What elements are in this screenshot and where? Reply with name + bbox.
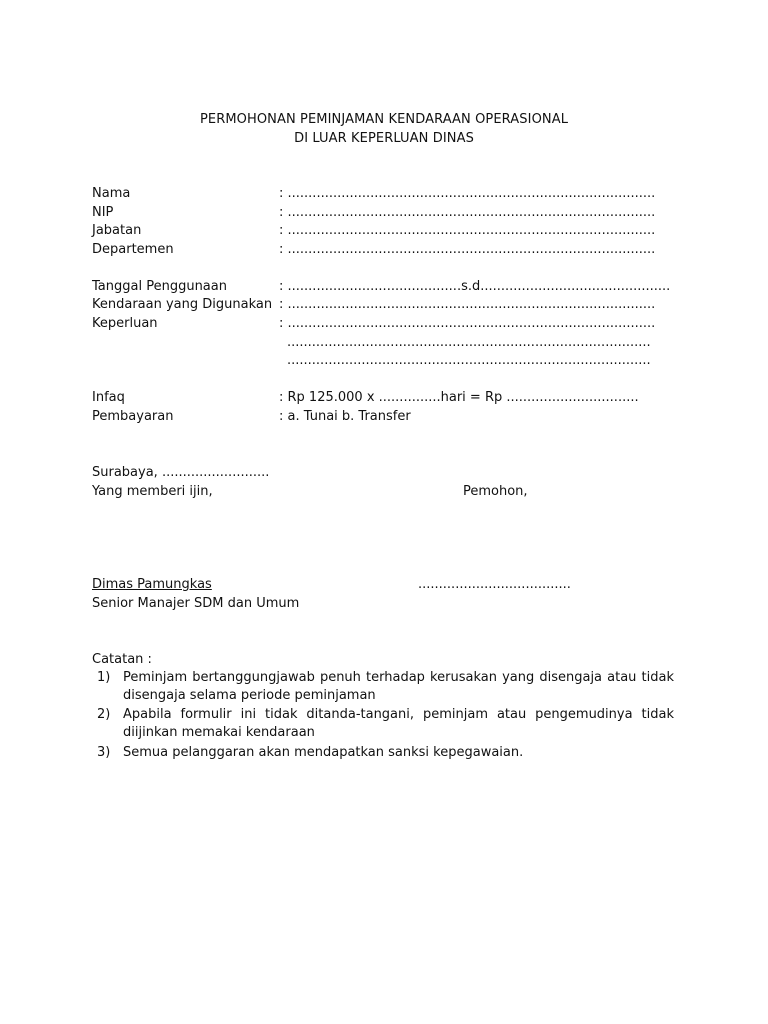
- field-label-tanggal-penggunaan: Tanggal Penggunaan: [92, 279, 227, 294]
- note-item-text: Apabila formulir ini tidak ditanda-tangani, peminjam atau pengemudinya tidak diijinkan memakai kendaraan: [123, 707, 674, 740]
- field-label-nip: NIP: [92, 205, 114, 220]
- note-item-text: Semua pelanggaran akan mendapatkan sanksi kepegawaian.: [123, 745, 524, 760]
- approver-title: Senior Manajer SDM dan Umum: [92, 596, 300, 611]
- field-label-pembayaran: Pembayaran: [92, 409, 174, 424]
- note-number: 1): [97, 670, 111, 685]
- form-title-line1: PERMOHONAN PEMINJAMAN KENDARAAN OPERASIONAL: [199, 112, 569, 127]
- field-value-departemen: : .........................................................................................: [279, 242, 656, 257]
- applicant-name-line: .....................................: [418, 577, 571, 592]
- field-label-keperluan: Keperluan: [92, 316, 158, 331]
- field-value-kendaraan: : .........................................................................................: [279, 297, 656, 312]
- field-value-nama: : .........................................................................................: [279, 186, 656, 201]
- field-label-infaq: Infaq: [92, 390, 125, 405]
- field-label-departemen: Departemen: [92, 242, 174, 257]
- field-value-infaq: : Rp 125.000 x ...............hari = Rp ................................: [279, 390, 639, 405]
- field-label-kendaraan: Kendaraan yang Digunakan: [92, 297, 273, 312]
- place-date: Surabaya, ..........................: [92, 465, 270, 480]
- field-value-tanggal-penggunaan: : ..........................................s.d..............................................: [279, 279, 671, 294]
- field-label-nama: Nama: [92, 186, 131, 201]
- note-number: 2): [97, 707, 111, 722]
- field-value-jabatan: : .........................................................................................: [279, 223, 656, 238]
- field-value-nip: : .........................................................................................: [279, 205, 656, 220]
- form-title-line2: DI LUAR KEPERLUAN DINAS: [294, 131, 474, 146]
- keperluan-continuation-line: ........................................................................................: [287, 353, 651, 368]
- field-label-jabatan: Jabatan: [92, 223, 142, 238]
- approver-name: Dimas Pamungkas: [92, 577, 212, 592]
- keperluan-continuation-line: ........................................................................................: [287, 335, 651, 350]
- field-value-pembayaran: : a. Tunai b. Transfer: [279, 409, 411, 424]
- note-item-text: Peminjam bertanggungjawab penuh terhadap kerusakan yang disengaja atau tidak disengaja selama periode peminjaman: [123, 670, 674, 703]
- note-number: 3): [97, 745, 111, 760]
- field-value-keperluan: : .........................................................................................: [279, 316, 656, 331]
- notes-heading: Catatan :: [92, 652, 152, 667]
- signature-heading-approver: Yang memberi ijin,: [92, 484, 213, 499]
- signature-heading-applicant: Pemohon,: [463, 484, 528, 499]
